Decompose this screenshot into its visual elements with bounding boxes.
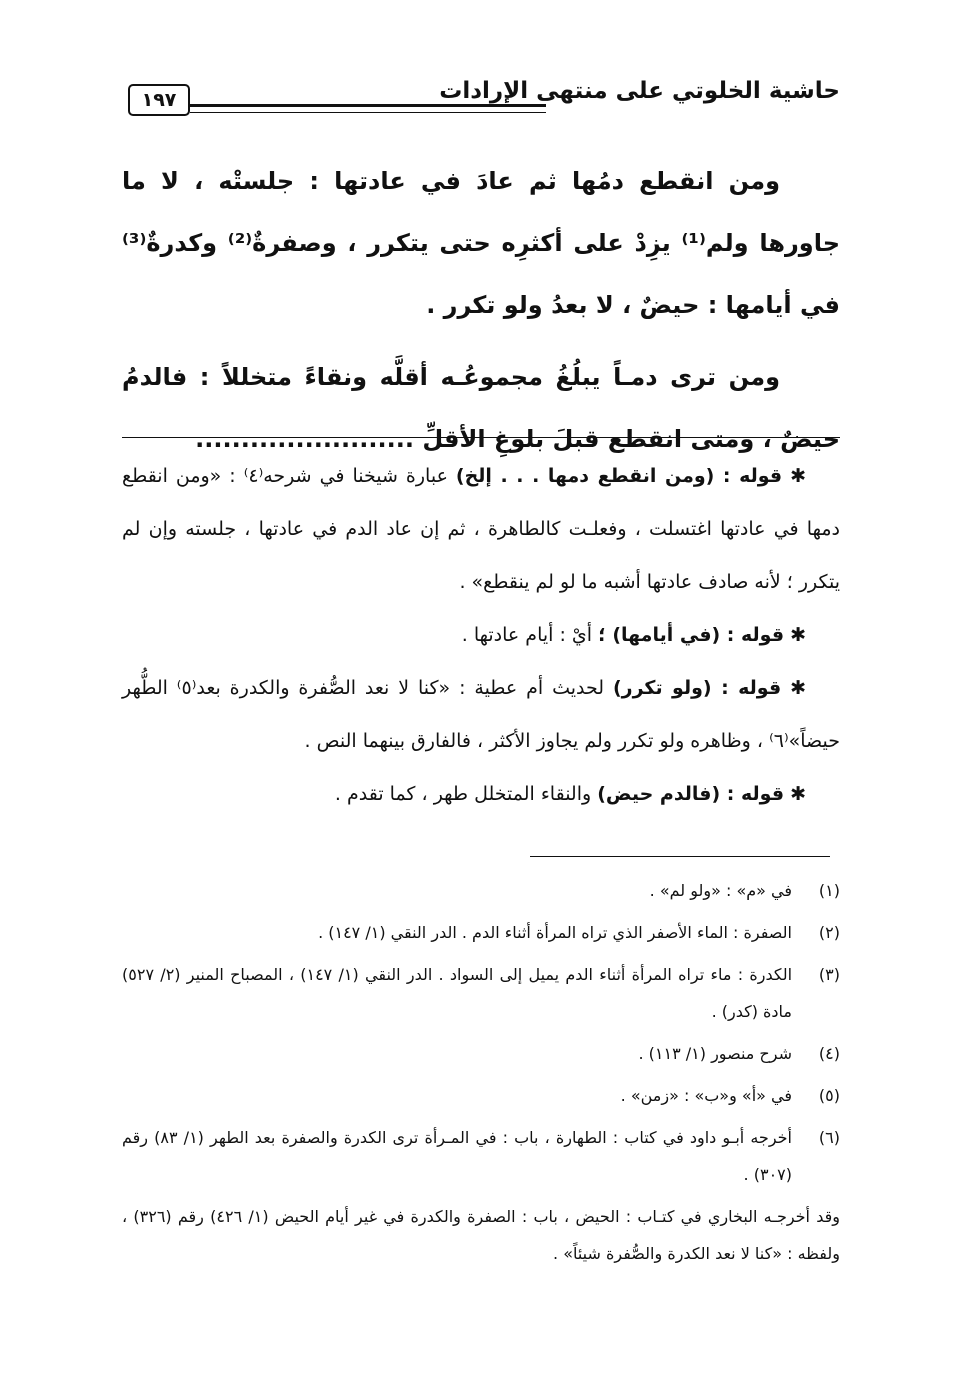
footnote-number: (٥) bbox=[818, 1086, 840, 1105]
commentary bbox=[122, 450, 840, 821]
footnote-text: أخرجه أبـو داود في كتاب : الطهارة ، باب : في المـرأة ترى الكدرة والصفرة بعد الطهر (١/ ٨٣) رقم (٣٠٧) . bbox=[122, 1128, 792, 1184]
commentary-lemma: قوله : (في أيامها) ؛ bbox=[598, 624, 785, 646]
footnotes bbox=[122, 872, 840, 1272]
main-paragraph: ومن انقطع دمُها ثم عادَ في عادتها : جلستْه ، لا ما جاورها ولم⁽¹⁾ يزِدْ على أكثرِه حتى يتكرر ، وصفرةٌ⁽²⁾ وكدرةٌ⁽³⁾ في أيامها : حيضٌ ، لا بعدُ ولو تكرر . bbox=[122, 167, 841, 319]
footnote-number: (٣) bbox=[818, 965, 840, 984]
bullet-star-icon: ✱ bbox=[790, 677, 806, 699]
footnote bbox=[122, 1119, 840, 1193]
text-commentary-separator bbox=[122, 437, 840, 438]
commentary-paragraph bbox=[122, 768, 840, 821]
bullet-star-icon: ✱ bbox=[790, 783, 806, 805]
running-title: حاشية الخلوتي على منتهى الإرادات bbox=[439, 78, 840, 104]
main-paragraph-text: ومن ترى دمـاً يبلُغُ مجموعُـه أقلَّه ونقاءً متخللاً : فالدمُ حيضٌ ، ومتى انقطع قبلَ بلوغِ الأقلِّ bbox=[122, 363, 840, 453]
bullet-star-icon: ✱ bbox=[790, 624, 806, 646]
page-header bbox=[128, 78, 840, 124]
commentary-text: أيْ : أيام عادتها . bbox=[461, 624, 599, 646]
footnote bbox=[122, 872, 840, 909]
page-number: ١٩٧ bbox=[128, 84, 190, 116]
footnote-number: (٦) bbox=[818, 1128, 840, 1147]
footnote-text: الصفرة : الماء الأصفر الذي تراه المرأة أثناء الدم . الدر النقي (١/ ١٤٧) . bbox=[318, 923, 792, 942]
commentary-text: عبارة شيخنا في شرحه⁽٤⁾ : «ومن انقطع دمها في عادتها اغتسلت ، وفعلـت كالطاهرة ، ثم إن عاد الدم في عادتها ، جلسته وإن لم يتكرر ؛ لأنه صادف عادتها أشبه ما لو لم ينقطع» . bbox=[122, 465, 840, 593]
footnote-text: شرح منصور (١/ ١١٣) . bbox=[638, 1044, 792, 1063]
footnote-text: الكدرة : ماء تراه المرأة أثناء الدم يميل إلى السواد . الدر النقي (١/ ١٤٧) ، المصباح المنير (٢/ ٥٢٧) مادة (كدر) . bbox=[122, 965, 793, 1021]
footnote bbox=[122, 956, 840, 1030]
commentary-text: والنقاء المتخلل طهر ، كما تقدم . bbox=[334, 783, 598, 805]
footnote bbox=[122, 1077, 840, 1114]
commentary-text: لحديث أم عطية : «كنا لا نعد الصُّفرة والكدرة بعد⁽٥⁾ الطُّهر حيضاً»⁽٦⁾ ، وظاهره ولو تكرر ولم يجاوز الأكثر ، فالفارق بينهما النص . bbox=[122, 677, 840, 752]
continuation-dots: ........................ bbox=[195, 425, 414, 453]
main-text bbox=[122, 150, 840, 470]
footnote-text: في «أ» و«ب» : «زمن» . bbox=[620, 1086, 792, 1105]
footnote-continuation: وقد أخرجـه البخاري في كتـاب : الحيض ، باب : الصفرة والكدرة في غير أيام الحيض (١/ ٤٢٦) رقم (٣٢٦) ، ولفظه : «كنا لا نعد الكدرة والصُّفرة شيئاً» . bbox=[122, 1207, 840, 1263]
footnote bbox=[122, 1035, 840, 1072]
commentary-lemma: قوله : (فالدم حيض) bbox=[597, 783, 785, 805]
header-rule bbox=[190, 104, 546, 113]
commentary-paragraph bbox=[122, 450, 840, 609]
commentary-lemma: قوله : (ومن انقطع دمها . . . إلخ) bbox=[455, 465, 783, 487]
commentary-paragraph bbox=[122, 609, 840, 662]
footnote-number: (٢) bbox=[818, 923, 840, 942]
bullet-star-icon: ✱ bbox=[790, 465, 806, 487]
commentary-lemma: قوله : (ولو تكرر) bbox=[612, 677, 782, 699]
footnote bbox=[122, 914, 840, 951]
footnote-text: في «م» : «ولو لم» . bbox=[649, 881, 792, 900]
commentary-paragraph bbox=[122, 662, 840, 768]
footnote-number: (٤) bbox=[818, 1044, 840, 1063]
footnote-rule bbox=[530, 856, 830, 857]
footnote-number: (١) bbox=[818, 881, 840, 900]
